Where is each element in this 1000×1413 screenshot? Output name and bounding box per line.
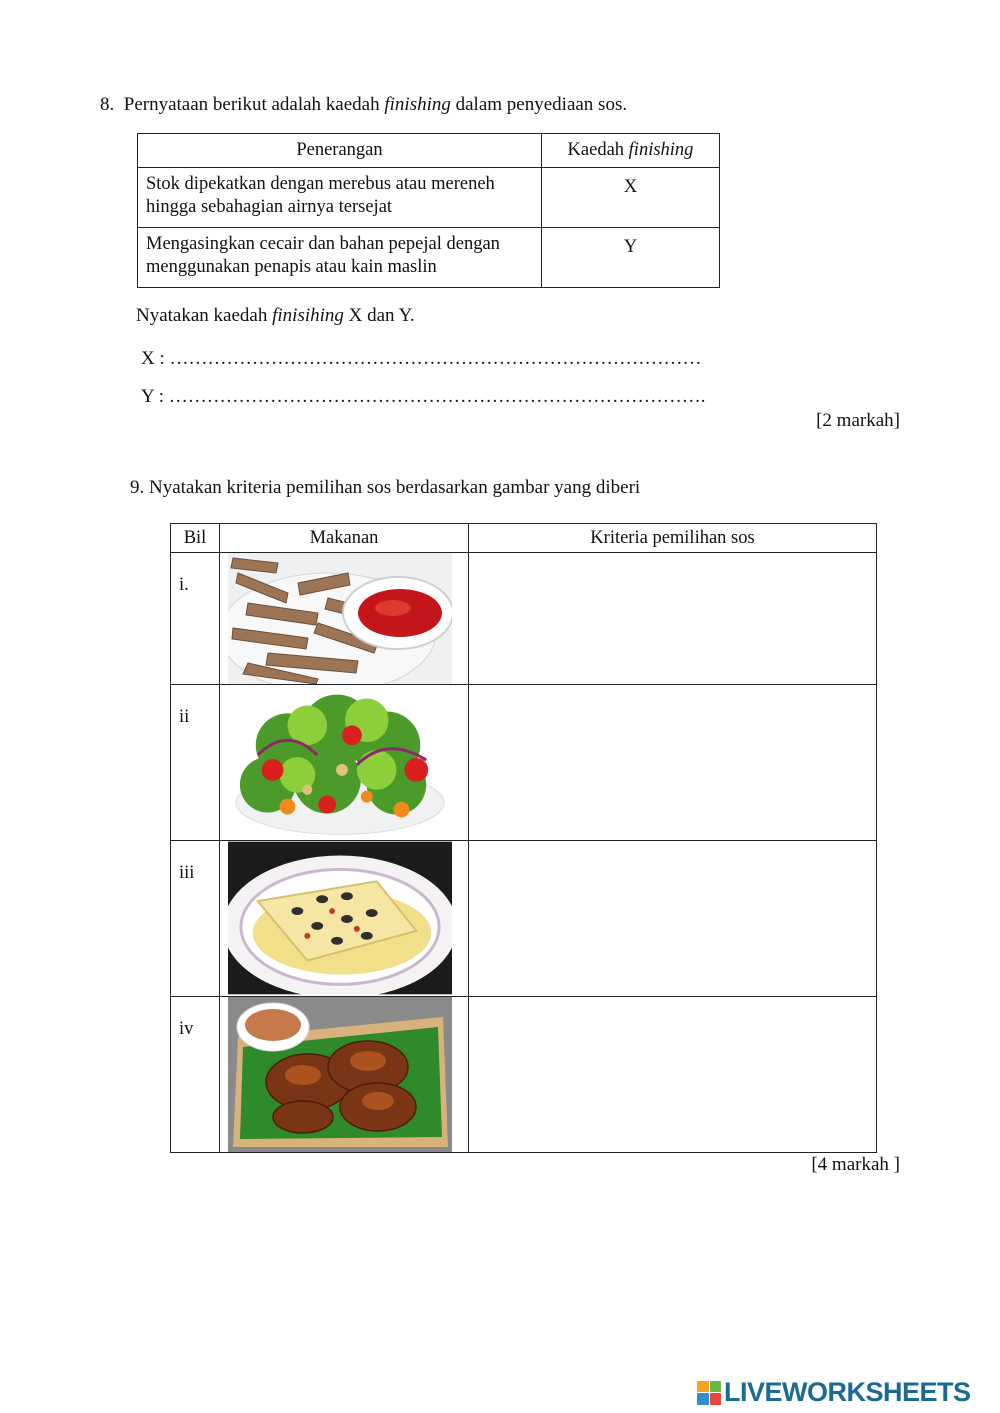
criteria-answer-cell[interactable] <box>469 553 877 685</box>
green-salad-image <box>228 685 452 837</box>
sauce-criteria-table <box>170 523 877 1153</box>
food-image-cell <box>220 997 469 1153</box>
food-image-cell <box>220 685 469 841</box>
question-9-text: 9. Nyatakan kriteria pemilihan sos berdasarkan gambar yang diberi <box>130 477 641 498</box>
answer-x-field[interactable]: X : ………………………………………………………………………… <box>141 348 702 369</box>
liveworksheets-logo <box>697 1377 971 1408</box>
header-kaedah-finishing: Kaedah finishing <box>542 134 720 168</box>
header-kriteria: Kriteria pemilihan sos <box>469 524 877 553</box>
table-row <box>171 685 877 841</box>
header-bil: Bil <box>171 524 220 553</box>
row-description: Mengasingkan cecair dan bahan pepejal dengan menggunakan penapis atau kain maslin <box>138 228 542 288</box>
answer-y-field[interactable]: Y : …………………………………………………………………………. <box>141 386 706 407</box>
table-header-row <box>171 524 877 553</box>
header-makanan: Makanan <box>220 524 469 553</box>
table-row <box>171 841 877 997</box>
question-8-instruction: Nyatakan kaedah finisihing X dan Y. <box>136 305 415 326</box>
row-description: Stok dipekatkan dengan merebus atau mereneh hingga sebahagian airnya tersejat <box>138 168 542 228</box>
criteria-answer-cell[interactable] <box>469 997 877 1153</box>
bread-pudding-with-custard-image <box>228 841 452 995</box>
row-number: iv <box>171 997 220 1153</box>
food-image-cell <box>220 553 469 685</box>
row-number: iii <box>171 841 220 997</box>
brand-name: LIVEWORKSHEETS <box>724 1377 971 1407</box>
table-row <box>138 228 720 288</box>
table-row <box>171 997 877 1153</box>
table-header-row <box>138 134 720 168</box>
criteria-answer-cell[interactable] <box>469 685 877 841</box>
question-8-text: 8. Pernyataan berikut adalah kaedah finishing dalam penyediaan sos. <box>100 94 628 115</box>
fried-fish-with-chili-sauce-image <box>228 553 452 684</box>
finishing-table <box>137 133 720 288</box>
row-number: i. <box>171 553 220 685</box>
row-answer-label: Y <box>542 228 720 288</box>
row-number: ii <box>171 685 220 841</box>
marks-label: [4 markah ] <box>811 1154 900 1175</box>
marks-label: [2 markah] <box>816 410 900 431</box>
criteria-answer-cell[interactable] <box>469 841 877 997</box>
liveworksheets-logo-icon <box>697 1381 721 1405</box>
row-answer-label: X <box>542 168 720 228</box>
food-image-cell <box>220 841 469 997</box>
grilled-chicken-with-peanut-sauce-image <box>228 997 452 1152</box>
table-row <box>138 168 720 228</box>
header-penerangan: Penerangan <box>138 134 542 168</box>
table-row <box>171 553 877 685</box>
